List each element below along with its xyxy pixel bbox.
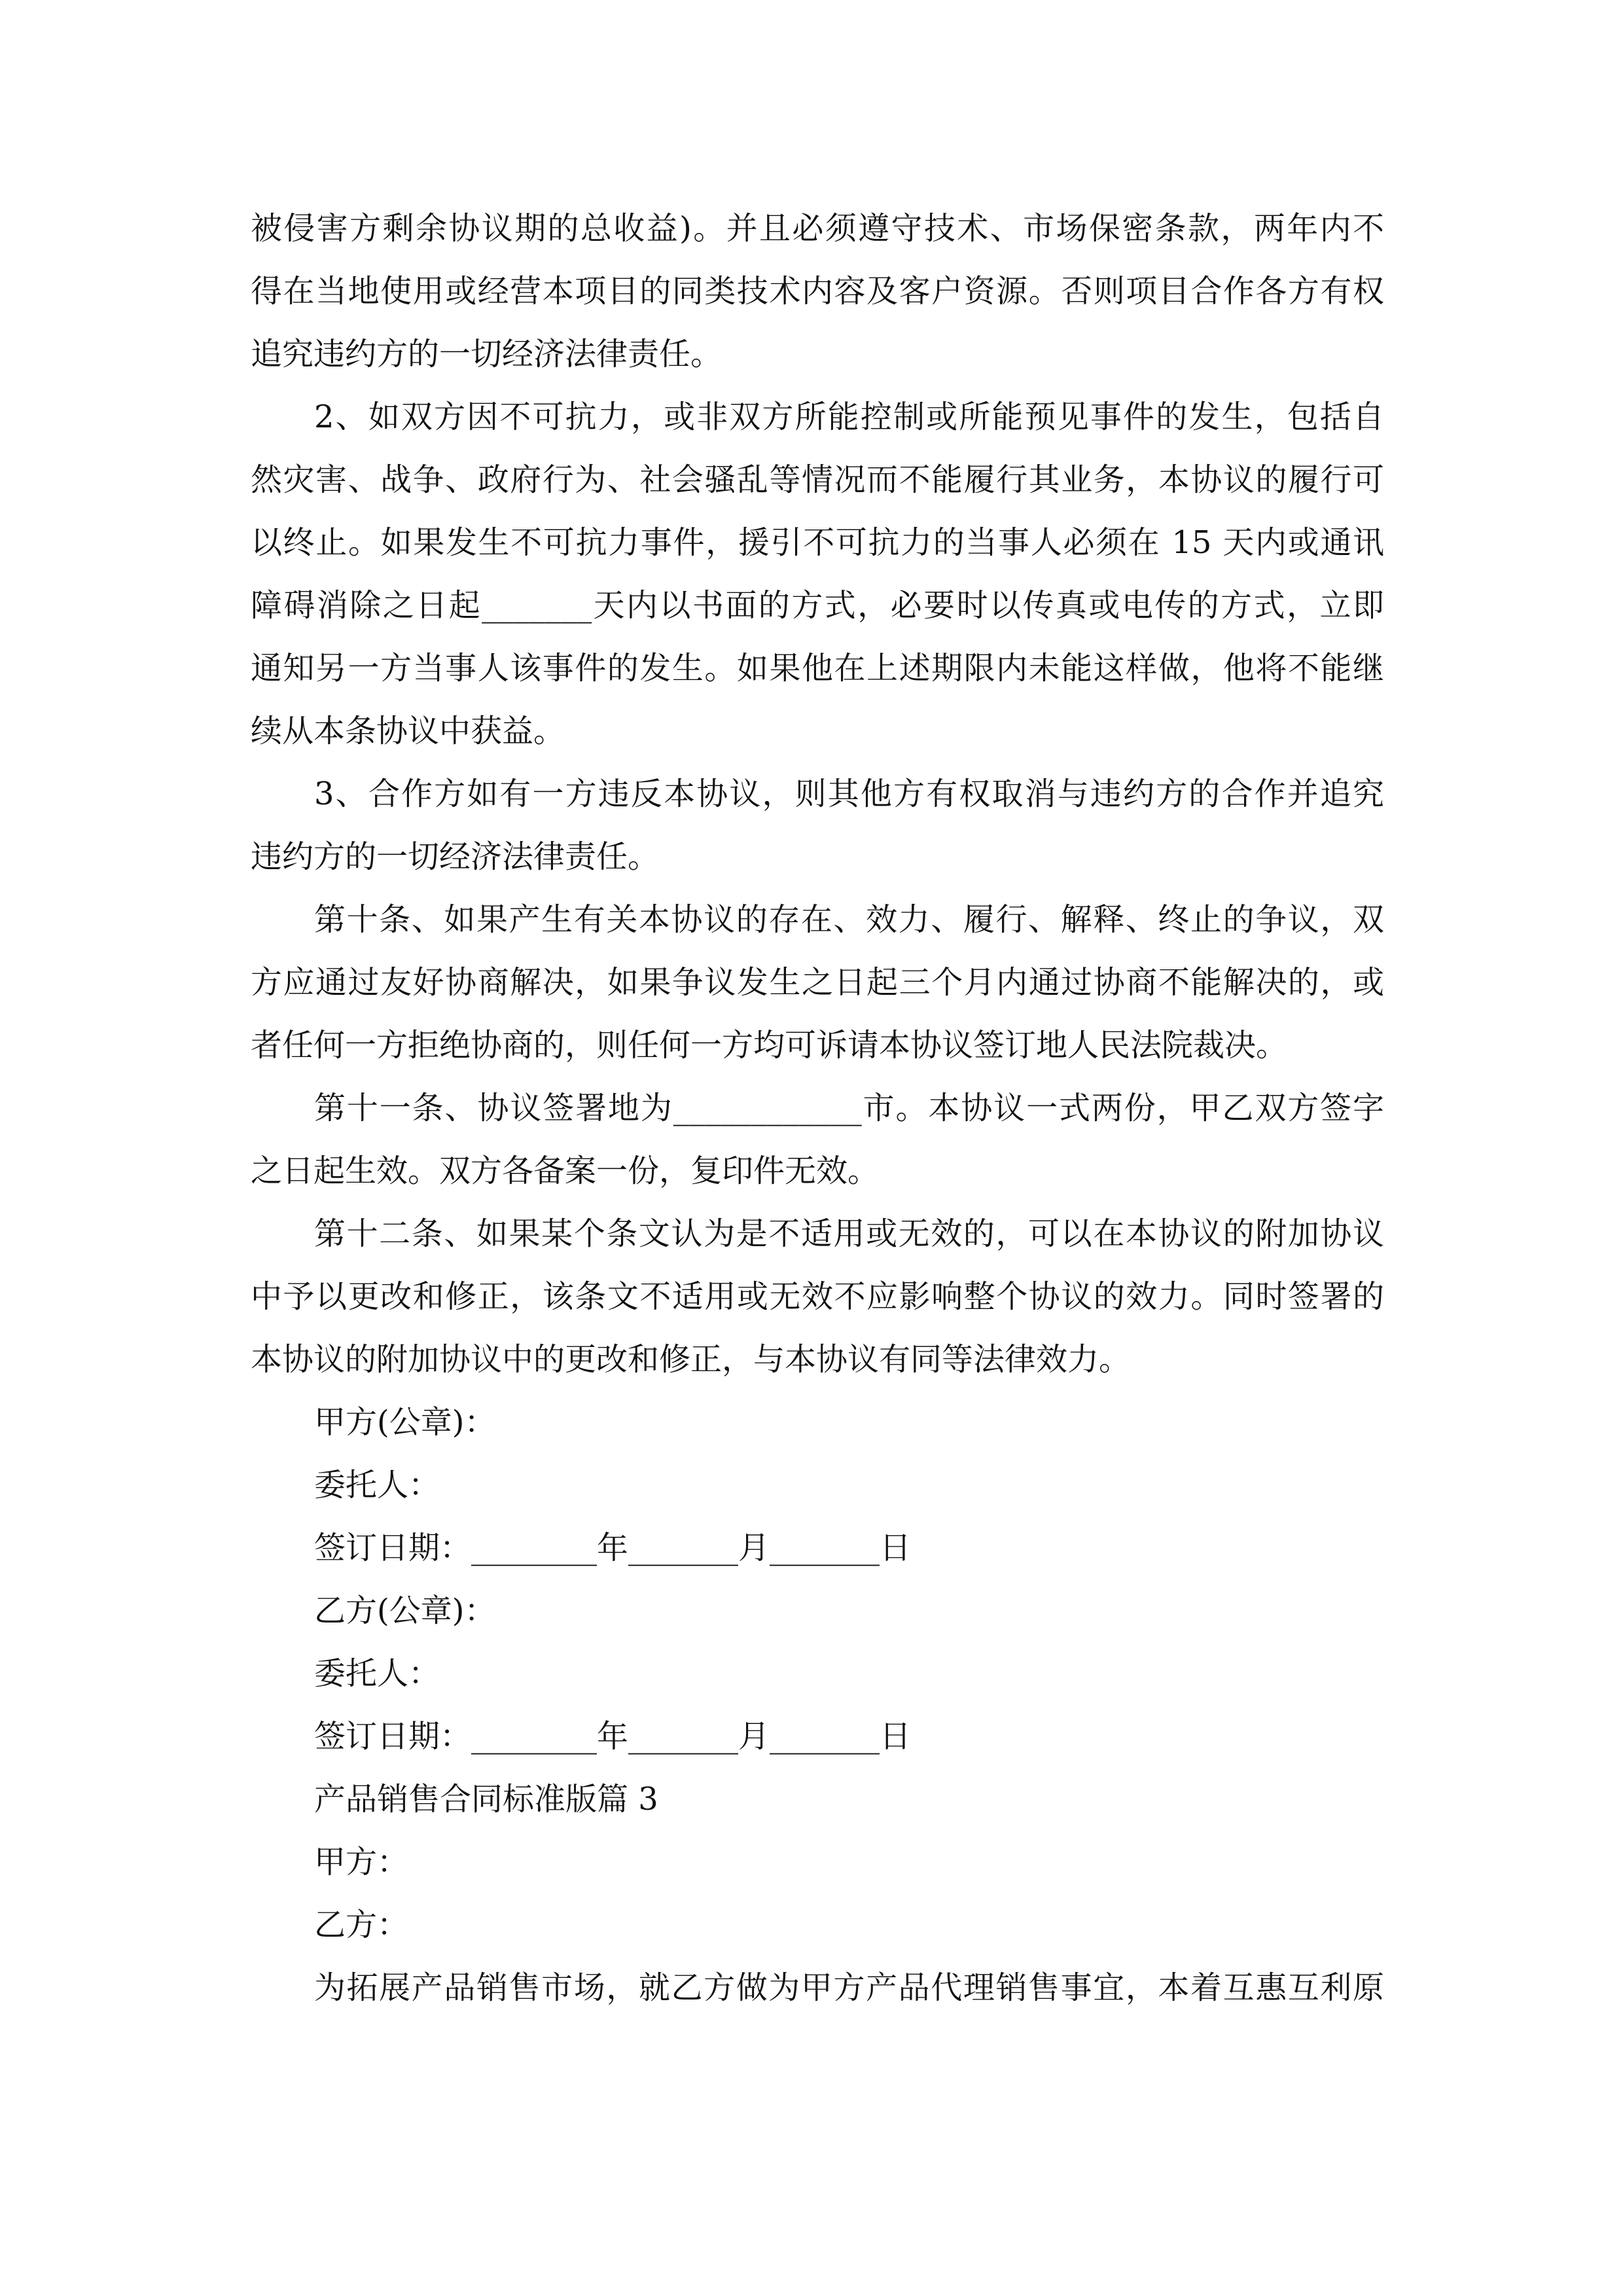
text-line: 委托人： (314, 1467, 440, 1503)
text-line: 之日起生效。双方各备案一份，复印件无效。 (251, 1153, 880, 1189)
text-line: 方应通过友好协商解决，如果争议发生之日起三个月内通过协商不能解决的，或 (251, 964, 1384, 1001)
text-line: 者任何一方拒绝协商的，则任何一方均可诉请本协议签订地人民法院裁决。 (251, 1027, 1288, 1064)
text-line: 3、合作方如有一方违反本协议，则其他方有权取消与违约方的合作并追究 (314, 776, 1384, 812)
text-line: 本协议的附加协议中的更改和修正，与本协议有同等法律效力。 (251, 1341, 1131, 1378)
text-line: 第十一条、协议签署地为____________市。本协议一式两份，甲乙双方签字 (314, 1090, 1384, 1126)
text-line: 得在当地使用或经营本项目的同类技术内容及客户资源。否则项目合作各方有权 (251, 273, 1384, 310)
text-line: 续从本条协议中获益。 (251, 713, 565, 749)
text-line: 障碍消除之日起_______天内以书面的方式，必要时以传真或电传的方式，立即 (251, 587, 1384, 624)
text-line: 第十条、如果产生有关本协议的存在、效力、履行、解释、终止的争议，双 (314, 901, 1384, 938)
text-line: 甲方(公章)： (314, 1404, 496, 1441)
text-line: 乙方： (314, 1907, 409, 1943)
text-line: 产品销售合同标准版篇 3 (314, 1781, 658, 1818)
text-line: 甲方： (314, 1844, 409, 1880)
text-line: 乙方(公章)： (314, 1592, 496, 1629)
text-line: 以终止。如果发生不可抗力事件，援引不可抗力的当事人必须在 15 天内或通讯 (251, 524, 1384, 561)
text-line: 第十二条、如果某个条文认为是不适用或无效的，可以在本协议的附加协议 (314, 1215, 1384, 1252)
text-line: 违约方的一切经济法律责任。 (251, 838, 660, 875)
text-line: 被侵害方剩余协议期的总收益)。并且必须遵守技术、市场保密条款，两年内不 (251, 210, 1384, 247)
text-line: 2、如双方因不可抗力，或非双方所能控制或所能预见事件的发生，包括自 (314, 399, 1384, 435)
text-line: 签订日期：________年_______月_______日 (314, 1718, 912, 1755)
text-line: 委托人： (314, 1655, 440, 1692)
text-line: 签订日期：________年_______月_______日 (314, 1530, 912, 1566)
text-line: 为拓展产品销售市场，就乙方做为甲方产品代理销售事宜，本着互惠互利原 (314, 1969, 1384, 2006)
text-line: 然灾害、战争、政府行为、社会骚乱等情况而不能履行其业务，本协议的履行可 (251, 461, 1384, 498)
text-line: 中予以更改和修正，该条文不适用或无效不应影响整个协议的效力。同时签署的 (251, 1278, 1384, 1315)
text-line: 追究违约方的一切经济法律责任。 (251, 336, 722, 372)
text-line: 通知另一方当事人该事件的发生。如果他在上述期限内未能这样做，他将不能继 (251, 650, 1384, 687)
